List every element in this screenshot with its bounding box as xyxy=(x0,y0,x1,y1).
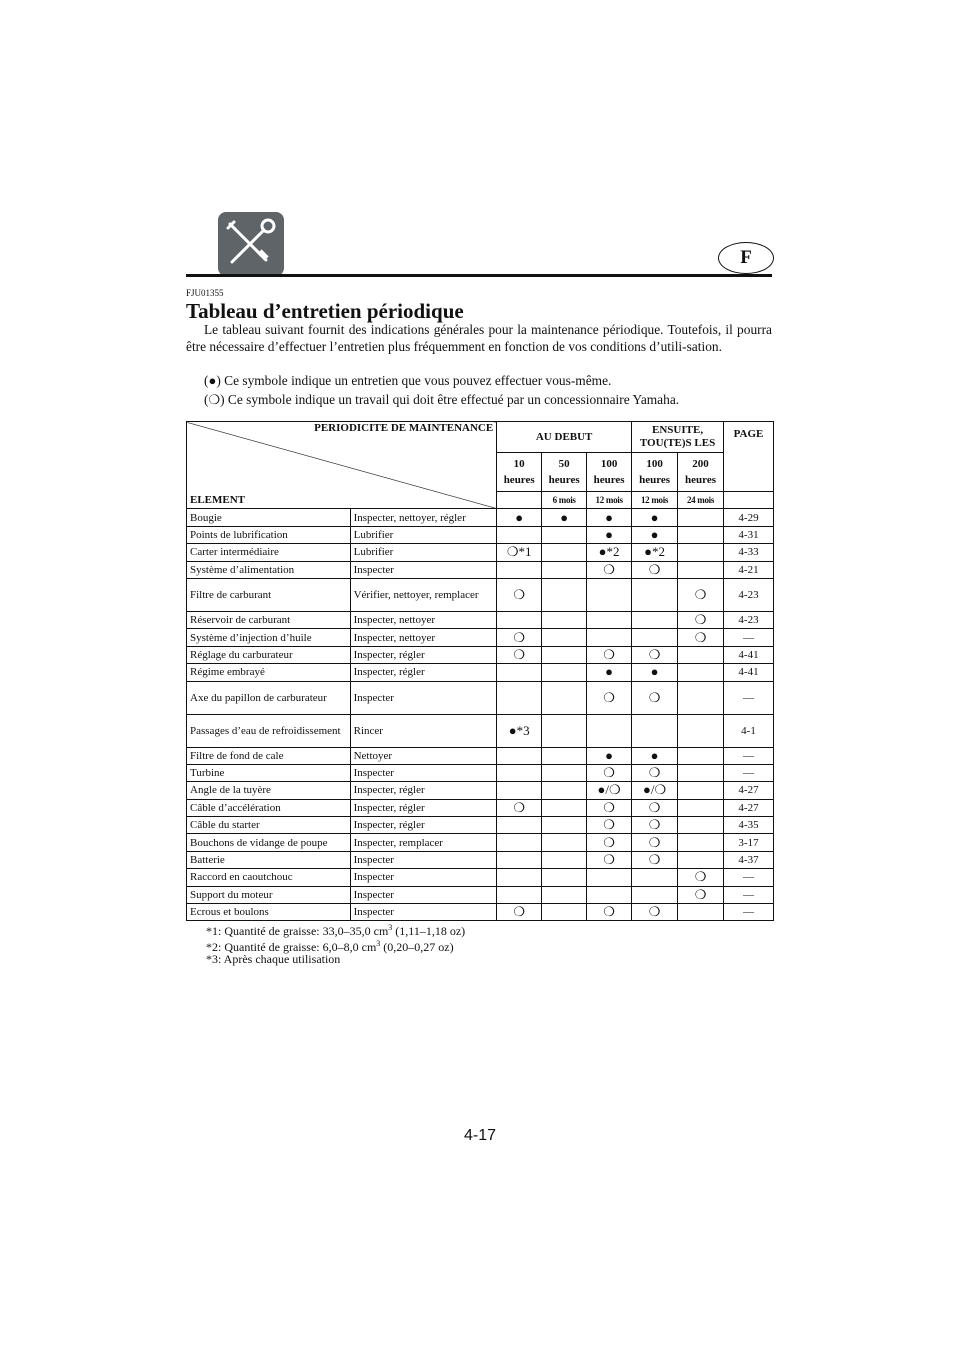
page-ref-cell: 4-35 xyxy=(724,817,774,834)
interval-cell xyxy=(542,629,587,646)
interval-cell: ❍ xyxy=(678,886,724,903)
page-ref-cell: 4-1 xyxy=(724,714,774,747)
element-cell: Carter intermédiaire xyxy=(187,544,351,561)
action-cell: Inspecter xyxy=(350,886,497,903)
action-cell: Inspecter xyxy=(350,904,497,921)
page-ref-cell: — xyxy=(724,747,774,764)
table-row xyxy=(187,904,774,921)
interval-cell: ● xyxy=(497,509,542,526)
interval-cell: ❍ xyxy=(632,834,678,851)
element-label: ELEMENT xyxy=(190,494,246,507)
interval-cell xyxy=(678,834,724,851)
page-ref-cell: — xyxy=(724,904,774,921)
interval-cell xyxy=(497,851,542,868)
interval-cell xyxy=(678,904,724,921)
interval-cell: ❍ xyxy=(497,646,542,663)
months-header-0 xyxy=(497,492,542,509)
months-header-4: 24 mois xyxy=(678,492,724,509)
interval-cell: ❍ xyxy=(587,851,632,868)
interval-cell: ● xyxy=(632,747,678,764)
interval-cell: ❍ xyxy=(587,834,632,851)
table-row xyxy=(187,681,774,714)
element-cell: Filtre de carburant xyxy=(187,578,351,611)
table-row xyxy=(187,578,774,611)
footnote-2: *2: Quantité de graisse: 6,0–8,0 $cm^3$ (0,20–0,27 oz) xyxy=(206,938,454,954)
table-row xyxy=(187,561,774,578)
page-ref-cell: 4-37 xyxy=(724,851,774,868)
table-row xyxy=(187,834,774,851)
header-diagonal-cell xyxy=(187,422,497,509)
interval-cell: ❍ xyxy=(497,629,542,646)
interval-cell xyxy=(587,869,632,886)
interval-cell xyxy=(542,681,587,714)
interval-cell xyxy=(542,817,587,834)
interval-cell xyxy=(542,869,587,886)
element-cell: Filtre de fond de cale xyxy=(187,747,351,764)
table-row xyxy=(187,544,774,561)
element-cell: Support du moteur xyxy=(187,886,351,903)
table-row xyxy=(187,817,774,834)
interval-cell xyxy=(497,817,542,834)
element-cell: Axe du papillon de carburateur xyxy=(187,681,351,714)
ensuite-header: ENSUITE, TOU(TE)S LES xyxy=(632,422,724,453)
table-row xyxy=(187,509,774,526)
interval-cell xyxy=(542,646,587,663)
interval-cell xyxy=(632,714,678,747)
interval-cell: ❍ xyxy=(632,799,678,816)
element-cell: Batterie xyxy=(187,851,351,868)
periodicite-label: PERIODICITE DE MAINTENANCE xyxy=(314,422,494,434)
interval-cell xyxy=(497,764,542,781)
interval-cell xyxy=(542,578,587,611)
table-row xyxy=(187,799,774,816)
legend-dealer: (❍) Ce symbole indique un travail qui doit être effectué par un concessionnaire Yamaha. xyxy=(204,392,680,407)
element-cell: Réservoir de carburant xyxy=(187,611,351,628)
interval-cell: ●*2 xyxy=(587,544,632,561)
action-cell: Rincer xyxy=(350,714,497,747)
page-ref-cell: 4-41 xyxy=(724,664,774,681)
action-cell: Vérifier, nettoyer, remplacer xyxy=(350,578,497,611)
hours-header-3: 100 heures xyxy=(632,453,678,492)
interval-cell xyxy=(542,561,587,578)
interval-cell xyxy=(632,611,678,628)
interval-cell xyxy=(497,869,542,886)
element-cell: Câble du starter xyxy=(187,817,351,834)
action-cell: Inspecter xyxy=(350,851,497,868)
page-number: 4-17 xyxy=(463,1127,497,1144)
page-ref-cell: 4-33 xyxy=(724,544,774,561)
page-ref-cell: — xyxy=(724,869,774,886)
interval-cell: ❍ xyxy=(587,561,632,578)
interval-cell xyxy=(678,817,724,834)
interval-cell xyxy=(587,714,632,747)
page-ref-cell: 4-27 xyxy=(724,782,774,799)
interval-cell xyxy=(542,544,587,561)
interval-cell xyxy=(497,526,542,543)
interval-cell: ● xyxy=(587,747,632,764)
action-cell: Inspecter xyxy=(350,869,497,886)
interval-cell: ❍ xyxy=(632,681,678,714)
action-cell: Lubrifier xyxy=(350,544,497,561)
interval-cell xyxy=(632,629,678,646)
interval-cell xyxy=(542,851,587,868)
action-cell: Inspecter xyxy=(350,561,497,578)
maintenance-tools-icon xyxy=(218,212,284,276)
interval-cell: ● xyxy=(632,526,678,543)
table-row xyxy=(187,611,774,628)
page-ref-cell: 4-23 xyxy=(724,578,774,611)
action-cell: Lubrifier xyxy=(350,526,497,543)
table-row xyxy=(187,851,774,868)
table-row xyxy=(187,526,774,543)
page-title: Tableau d’entretien périodique xyxy=(186,299,464,323)
interval-cell: ❍ xyxy=(587,681,632,714)
interval-cell: ❍*1 xyxy=(497,544,542,561)
element-cell: Turbine xyxy=(187,764,351,781)
interval-cell xyxy=(497,747,542,764)
interval-cell xyxy=(678,509,724,526)
interval-cell: ❍ xyxy=(587,904,632,921)
table-row xyxy=(187,886,774,903)
interval-cell xyxy=(497,834,542,851)
action-cell: Inspecter, remplacer xyxy=(350,834,497,851)
header-rule xyxy=(186,274,772,277)
maintenance-table xyxy=(186,421,774,921)
interval-cell: ●/❍ xyxy=(632,782,678,799)
interval-cell: ❍ xyxy=(632,764,678,781)
interval-cell xyxy=(632,869,678,886)
element-cell: Système d’injection d’huile xyxy=(187,629,351,646)
element-cell: Angle de la tuyère xyxy=(187,782,351,799)
page-ref-cell: 3-17 xyxy=(724,834,774,851)
element-cell: Passages d’eau de refroidissement xyxy=(187,714,351,747)
interval-cell xyxy=(542,799,587,816)
footnote-3: *3: Après chaque utilisation xyxy=(206,952,341,966)
interval-cell: ❍ xyxy=(497,799,542,816)
table-row xyxy=(187,747,774,764)
interval-cell xyxy=(542,764,587,781)
interval-cell xyxy=(678,747,724,764)
interval-cell xyxy=(542,611,587,628)
interval-cell xyxy=(542,834,587,851)
hours-header-1: 50 heures xyxy=(542,453,587,492)
interval-cell: ❍ xyxy=(678,611,724,628)
page-ref-cell: 4-31 xyxy=(724,526,774,543)
interval-cell: ❍ xyxy=(587,764,632,781)
interval-cell: ❍ xyxy=(632,561,678,578)
hours-header-4: 200 heures xyxy=(678,453,724,492)
element-cell: Réglage du carburateur xyxy=(187,646,351,663)
interval-cell: ● xyxy=(587,526,632,543)
au-debut-header: AU DEBUT xyxy=(497,422,632,453)
interval-cell: ❍ xyxy=(678,629,724,646)
interval-cell xyxy=(497,561,542,578)
hours-header-0: 10 heures xyxy=(497,453,542,492)
interval-cell xyxy=(632,578,678,611)
interval-cell: ● xyxy=(542,509,587,526)
interval-cell xyxy=(542,714,587,747)
footnote-1: *1: Quantité de graisse: 33,0–35,0 $cm^3$ (1,11–1,18 oz) xyxy=(206,923,466,938)
document-code: FJU01355 xyxy=(186,288,224,298)
element-cell: Bouchons de vidange de poupe xyxy=(187,834,351,851)
page-ref-cell: — xyxy=(724,629,774,646)
interval-cell xyxy=(587,578,632,611)
months-header-1: 6 mois xyxy=(542,492,587,509)
interval-cell xyxy=(587,886,632,903)
action-cell: Inspecter, nettoyer xyxy=(350,611,497,628)
table-row xyxy=(187,664,774,681)
interval-cell xyxy=(678,646,724,663)
page-header-blank xyxy=(724,492,774,509)
action-cell: Inspecter, nettoyer xyxy=(350,629,497,646)
page-ref-cell: — xyxy=(724,681,774,714)
interval-cell: ❍ xyxy=(678,578,724,611)
intro-paragraph: Le tableau suivant fournit des indications générales pour la maintenance périodique. Toutefois, il pourra être nécessaire d’effectuer l’entretien plus fréquemment en fonction de vos conditions d’utili-sation. xyxy=(186,322,772,354)
action-cell: Inspecter, régler xyxy=(350,799,497,816)
element-cell: Points de lubrification xyxy=(187,526,351,543)
interval-cell xyxy=(632,886,678,903)
interval-cell xyxy=(678,782,724,799)
interval-cell xyxy=(678,526,724,543)
interval-cell xyxy=(678,664,724,681)
table-row xyxy=(187,869,774,886)
table-row xyxy=(187,714,774,747)
page-ref-cell: 4-29 xyxy=(724,509,774,526)
hours-header-2: 100 heures xyxy=(587,453,632,492)
page-header: PAGE xyxy=(724,422,774,492)
interval-cell xyxy=(542,782,587,799)
interval-cell: ❍ xyxy=(587,646,632,663)
table-row xyxy=(187,782,774,799)
legend-dealer-text: ) Ce symbole indique un travail qui doit être effectué par un concessionnaire Yamaha. xyxy=(220,392,680,407)
interval-cell: ❍ xyxy=(497,578,542,611)
action-cell: Inspecter, régler xyxy=(350,817,497,834)
table-row xyxy=(187,764,774,781)
interval-cell xyxy=(497,611,542,628)
legend-owner: (●) Ce symbole indique un entretien que vous pouvez effectuer vous-même. xyxy=(204,373,612,388)
page-ref-cell: 4-23 xyxy=(724,611,774,628)
action-cell: Inspecter, régler xyxy=(350,782,497,799)
interval-cell: ●*3 xyxy=(497,714,542,747)
action-cell: Inspecter xyxy=(350,764,497,781)
interval-cell: ❍ xyxy=(587,799,632,816)
interval-cell xyxy=(497,886,542,903)
table-row xyxy=(187,646,774,663)
interval-cell xyxy=(497,681,542,714)
page-ref-cell: — xyxy=(724,886,774,903)
interval-cell: ❍ xyxy=(587,817,632,834)
interval-cell: ❍ xyxy=(497,904,542,921)
interval-cell: ● xyxy=(587,664,632,681)
interval-cell: ● xyxy=(632,509,678,526)
page-ref-cell: 4-27 xyxy=(724,799,774,816)
action-cell: Nettoyer xyxy=(350,747,497,764)
filled-circle-icon: ● xyxy=(208,373,217,388)
interval-cell: ●*2 xyxy=(632,544,678,561)
element-cell: Câble d’accélération xyxy=(187,799,351,816)
interval-cell xyxy=(587,629,632,646)
months-header-2: 12 mois xyxy=(587,492,632,509)
interval-cell: ❍ xyxy=(632,646,678,663)
interval-cell xyxy=(497,664,542,681)
action-cell: Inspecter, régler xyxy=(350,664,497,681)
element-cell: Ecrous et boulons xyxy=(187,904,351,921)
interval-cell xyxy=(542,664,587,681)
interval-cell xyxy=(542,526,587,543)
footnotes xyxy=(206,922,465,966)
interval-cell: ● xyxy=(587,509,632,526)
interval-cell xyxy=(678,714,724,747)
action-cell: Inspecter, nettoyer, régler xyxy=(350,509,497,526)
interval-cell: ❍ xyxy=(678,869,724,886)
legend-owner-text: ) Ce symbole indique un entretien que vous pouvez effectuer vous-même. xyxy=(216,373,612,388)
interval-cell: ●/❍ xyxy=(587,782,632,799)
interval-cell xyxy=(542,747,587,764)
language-badge: F xyxy=(718,242,774,274)
element-cell: Système d’alimentation xyxy=(187,561,351,578)
interval-cell xyxy=(678,764,724,781)
element-cell: Raccord en caoutchouc xyxy=(187,869,351,886)
months-header-3: 12 mois xyxy=(632,492,678,509)
interval-cell: ❍ xyxy=(632,904,678,921)
interval-cell xyxy=(678,799,724,816)
interval-cell xyxy=(542,904,587,921)
interval-cell: ❍ xyxy=(632,817,678,834)
interval-cell xyxy=(678,851,724,868)
interval-cell xyxy=(678,561,724,578)
action-cell: Inspecter xyxy=(350,681,497,714)
interval-cell xyxy=(587,611,632,628)
interval-cell: ❍ xyxy=(632,851,678,868)
page-ref-cell: 4-21 xyxy=(724,561,774,578)
open-circle-icon: ❍ xyxy=(208,392,221,407)
interval-cell xyxy=(678,544,724,561)
interval-cell: ● xyxy=(632,664,678,681)
interval-cell xyxy=(497,782,542,799)
interval-cell xyxy=(678,681,724,714)
page-ref-cell: 4-41 xyxy=(724,646,774,663)
element-cell: Régime embrayé xyxy=(187,664,351,681)
table-row xyxy=(187,629,774,646)
interval-cell xyxy=(542,886,587,903)
element-cell: Bougie xyxy=(187,509,351,526)
action-cell: Inspecter, régler xyxy=(350,646,497,663)
page-ref-cell: — xyxy=(724,764,774,781)
